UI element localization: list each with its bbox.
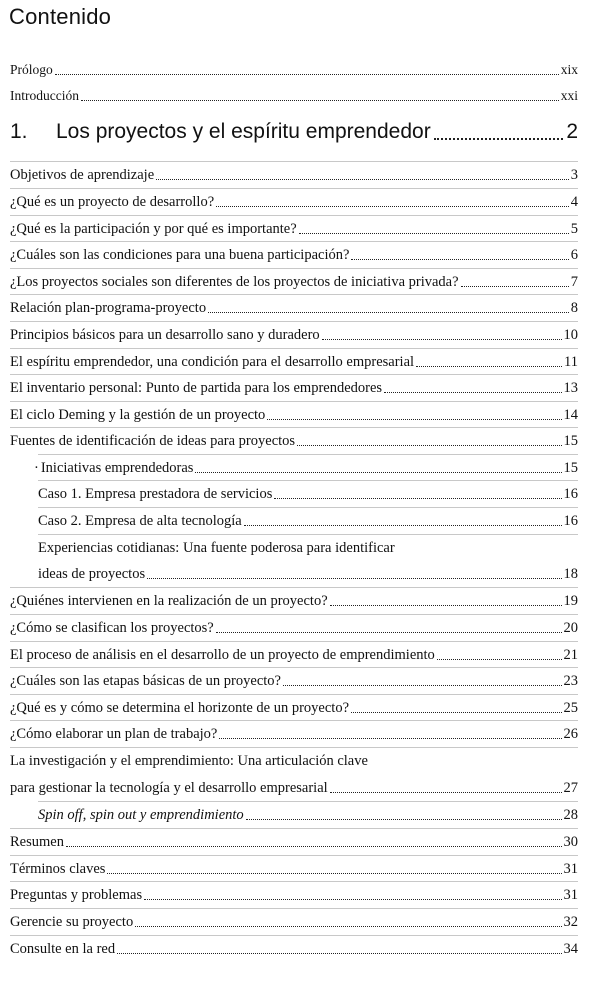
entry-label: ¿Qué es y cómo se determina el horizonte de un proyecto?: [10, 700, 350, 716]
entry-separator: [10, 241, 578, 242]
entry-label: ¿Cómo elaborar un plan de trabajo?: [10, 726, 218, 742]
entry-separator: [10, 161, 578, 162]
toc-entry[interactable]: [10, 724, 578, 744]
entry-separator: [10, 587, 578, 588]
entry-separator: [10, 935, 578, 936]
entry-label: ¿Los proyectos sociales son diferentes de los proyectos de iniciativa privada?: [10, 274, 459, 290]
toc-entry[interactable]: [10, 591, 578, 611]
entry-separator: [10, 881, 578, 882]
toc-entry[interactable]: [10, 778, 578, 798]
entry-label: Introducción: [10, 88, 79, 103]
entry-label: El inventario personal: Punto de partida para los emprendedores: [10, 380, 383, 396]
entry-label: Fuentes de identificación de ideas para proyectos: [10, 433, 296, 449]
dot-leader: [283, 685, 562, 686]
dot-leader: [267, 419, 561, 420]
entry-label: Principios básicos para un desarrollo sano y duradero: [10, 327, 320, 343]
dot-leader: [244, 525, 562, 526]
toc-entry-prologo[interactable]: [10, 60, 578, 80]
toc-entry[interactable]: [10, 352, 578, 372]
dot-leader: [330, 792, 562, 793]
dot-leader: [144, 899, 561, 900]
dot-leader: [437, 659, 562, 660]
entry-label: Términos claves: [10, 861, 106, 877]
dot-leader: [246, 819, 562, 820]
toc-entry[interactable]: [10, 859, 578, 879]
toc-entry[interactable]: [38, 564, 578, 584]
dot-leader: [416, 366, 562, 367]
entry-page: 31: [563, 861, 578, 877]
dot-leader: [156, 179, 569, 180]
entry-separator: [10, 374, 578, 375]
chapter-number: 1.: [10, 120, 28, 143]
toc-entry[interactable]: [10, 698, 578, 718]
dot-leader: [351, 259, 568, 260]
entry-label-line1: La investigación y el emprendimiento: Una articulación clave: [10, 753, 368, 769]
entry-label: para gestionar la tecnología y el desarrollo empresarial: [10, 780, 328, 796]
entry-separator: [10, 294, 578, 295]
entry-page: 18: [563, 566, 578, 582]
entry-separator: [38, 480, 578, 481]
entry-label: ¿Cómo se clasifican los proyectos?: [10, 620, 214, 636]
entry-page: 30: [563, 834, 578, 850]
dot-leader: [434, 138, 564, 140]
entry-separator: [10, 614, 578, 615]
entry-page: 7: [570, 274, 578, 290]
entry-page: 27: [563, 780, 578, 796]
entry-page: 34: [563, 941, 578, 957]
dot-leader: [274, 498, 561, 499]
toc-entry[interactable]: [10, 405, 578, 425]
entry-page: 16: [563, 486, 578, 502]
entry-separator: [10, 720, 578, 721]
entry-label: ¿Cuáles son las condiciones para una buena participación?: [10, 247, 350, 263]
toc-entry[interactable]: [10, 298, 578, 318]
toc-entry[interactable]: [10, 618, 578, 638]
entry-label: Iniciativas emprendedoras: [40, 460, 194, 476]
entry-label: ¿Qué es la participación y por qué es importante?: [10, 221, 297, 237]
dot-leader: [384, 392, 561, 393]
toc-entry[interactable]: [34, 458, 578, 478]
entry-label: El espíritu emprendedor, una condición para el desarrollo empresarial: [10, 354, 415, 370]
entry-page: 11: [564, 354, 578, 370]
toc-entry[interactable]: [10, 912, 578, 932]
entry-label: Objetivos de aprendizaje: [10, 167, 155, 183]
dot-leader: [107, 873, 561, 874]
entry-label: ¿Cuáles son las etapas básicas de un proyecto?: [10, 673, 281, 689]
toc-entry[interactable]: [10, 165, 578, 185]
entry-page: 26: [563, 726, 578, 742]
toc-entry[interactable]: [10, 939, 578, 959]
entry-label: Resumen: [10, 834, 64, 850]
entry-label: Gerencie su proyecto: [10, 914, 134, 930]
toc-entry[interactable]: [10, 325, 578, 345]
entry-separator: [10, 641, 578, 642]
dot-leader: [208, 312, 569, 313]
entry-separator: [10, 427, 578, 428]
entry-page: 16: [563, 513, 578, 529]
entry-page: 19: [563, 593, 578, 609]
chapter-page: 2: [566, 120, 578, 143]
chapter-title: Los proyectos y el espíritu emprendedor: [56, 120, 431, 143]
entry-separator: [10, 401, 578, 402]
entry-separator: [38, 534, 578, 535]
dot-leader: [299, 233, 569, 234]
toc-entry[interactable]: [10, 671, 578, 691]
entry-separator: [10, 694, 578, 695]
entry-page: 14: [563, 407, 578, 423]
entry-label: Caso 2. Empresa de alta tecnología: [38, 513, 242, 529]
entry-label: Prólogo: [10, 62, 53, 77]
entry-separator: [10, 908, 578, 909]
entry-separator: [10, 268, 578, 269]
toc-entry[interactable]: [10, 645, 578, 665]
toc-entry[interactable]: [10, 272, 578, 292]
entry-separator: [10, 348, 578, 349]
entry-page: 4: [570, 194, 578, 210]
entry-label: El proceso de análisis en el desarrollo de un proyecto de emprendimiento: [10, 647, 435, 663]
toc-entry[interactable]: [10, 431, 578, 451]
entry-label: Consulte en la red: [10, 941, 116, 957]
entry-page: 10: [563, 327, 578, 343]
entry-label: Spin off, spin out y emprendimiento: [38, 807, 244, 823]
entry-label: Caso 1. Empresa prestadora de servicios: [38, 486, 273, 502]
entry-page: 21: [563, 647, 578, 663]
entry-separator: [10, 828, 578, 829]
dot-leader: [351, 712, 561, 713]
chapter-heading[interactable]: [10, 117, 578, 147]
dot-leader: [81, 100, 559, 101]
toc-entry[interactable]: [10, 192, 578, 212]
dot-leader: [322, 339, 562, 340]
entry-separator: [10, 215, 578, 216]
dot-leader: [330, 605, 562, 606]
dot-leader: [195, 472, 561, 473]
dot-leader: [55, 74, 559, 75]
toc-entry[interactable]: [38, 511, 578, 531]
entry-separator: [38, 454, 578, 455]
entry-page: 31: [563, 887, 578, 903]
dot-leader: [135, 926, 561, 927]
entry-page: 15: [563, 433, 578, 449]
toc-entry[interactable]: [10, 219, 578, 239]
dot-leader: [117, 953, 561, 954]
entry-page: 13: [563, 380, 578, 396]
entry-separator: [10, 855, 578, 856]
entry-page: xix: [560, 62, 578, 77]
entry-label: El ciclo Deming y la gestión de un proyecto: [10, 407, 266, 423]
entry-page: 8: [570, 300, 578, 316]
entry-label-line1: Experiencias cotidianas: Una fuente poderosa para identificar: [38, 540, 395, 556]
entry-page: 3: [570, 167, 578, 183]
entry-page: 32: [563, 914, 578, 930]
dot-leader: [147, 578, 561, 579]
entry-page: xxi: [560, 88, 578, 103]
entry-label: ¿Qué es un proyecto de desarrollo?: [10, 194, 215, 210]
dot-leader: [216, 206, 569, 207]
entry-separator: [38, 507, 578, 508]
toc-entry[interactable]: [10, 378, 578, 398]
dot-leader: [219, 738, 561, 739]
entry-separator: [38, 801, 578, 802]
entry-page: 23: [563, 673, 578, 689]
entry-label: ¿Quiénes intervienen en la realización de un proyecto?: [10, 593, 328, 609]
entry-page: 20: [563, 620, 578, 636]
entry-separator: [10, 667, 578, 668]
entry-page: 15: [563, 460, 578, 476]
toc-entry[interactable]: [10, 885, 578, 905]
entry-page: 6: [570, 247, 578, 263]
entry-page: 25: [563, 700, 578, 716]
page-title: Contenido: [9, 4, 112, 29]
toc-entry[interactable]: [38, 805, 578, 825]
toc-entry[interactable]: [38, 484, 578, 504]
entry-separator: [10, 747, 578, 748]
entry-page: 5: [570, 221, 578, 237]
entry-label: ideas de proyectos: [38, 566, 146, 582]
dot-leader: [216, 632, 562, 633]
dot-leader: [461, 286, 569, 287]
entry-page: 28: [563, 807, 578, 823]
toc-entry[interactable]: [10, 245, 578, 265]
dot-leader: [297, 445, 561, 446]
toc-entry[interactable]: [10, 832, 578, 852]
bullet-mark: ·: [34, 460, 39, 476]
entry-separator: [10, 188, 578, 189]
entry-separator: [10, 321, 578, 322]
entry-label: Relación plan-programa-proyecto: [10, 300, 207, 316]
entry-label: Preguntas y problemas: [10, 887, 143, 903]
dot-leader: [66, 846, 562, 847]
toc-entry-introduccion[interactable]: [10, 86, 578, 106]
